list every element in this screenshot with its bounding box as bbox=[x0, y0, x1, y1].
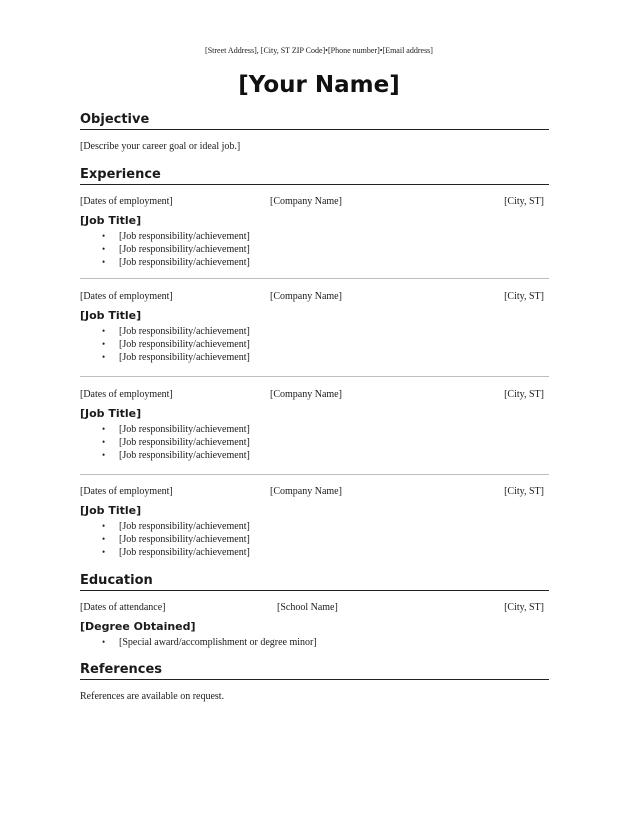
education-entry bbox=[80, 602, 549, 649]
job-entry bbox=[80, 389, 549, 462]
job-entry bbox=[80, 291, 549, 364]
experience-heading: Experience bbox=[80, 167, 549, 185]
list-item: • [Job responsibility/achievement] bbox=[119, 256, 549, 269]
list-item: • [Job responsibility/achievement] bbox=[119, 449, 549, 462]
education-location: [City, ST] bbox=[504, 602, 544, 613]
list-item: • [Job responsibility/achievement] bbox=[119, 230, 549, 243]
candidate-name: [Your Name] bbox=[238, 72, 400, 98]
references-text: References are available on request. bbox=[80, 691, 225, 702]
job-separator bbox=[80, 376, 549, 377]
job-location: [City, ST] bbox=[504, 486, 544, 497]
job-company: [Company Name] bbox=[270, 196, 342, 207]
list-item: • [Special award/accomplishment or degree minor] bbox=[119, 636, 549, 649]
list-item: • [Job responsibility/achievement] bbox=[119, 520, 549, 533]
school-name: [School Name] bbox=[277, 602, 338, 613]
references-heading: References bbox=[80, 662, 549, 680]
list-item: • [Job responsibility/achievement] bbox=[119, 436, 549, 449]
job-location: [City, ST] bbox=[504, 291, 544, 302]
list-item: • [Job responsibility/achievement] bbox=[119, 423, 549, 436]
job-dates: [Dates of employment] bbox=[80, 291, 173, 302]
job-company: [Company Name] bbox=[270, 486, 342, 497]
contact-info: [Street Address], [City, ST ZIP Code]•[Phone number]•[Email address] bbox=[205, 46, 433, 55]
job-responsibility-list bbox=[80, 325, 549, 364]
job-company: [Company Name] bbox=[270, 389, 342, 400]
objective-heading: Objective bbox=[80, 112, 549, 130]
job-location: [City, ST] bbox=[504, 389, 544, 400]
list-item: • [Job responsibility/achievement] bbox=[119, 243, 549, 256]
job-meta-row bbox=[80, 291, 549, 305]
degree-title: [Degree Obtained] bbox=[80, 620, 196, 633]
job-title: [Job Title] bbox=[80, 309, 142, 322]
job-separator bbox=[80, 474, 549, 475]
education-dates: [Dates of attendance] bbox=[80, 602, 166, 613]
list-item: • [Job responsibility/achievement] bbox=[119, 338, 549, 351]
job-entry bbox=[80, 196, 549, 269]
job-meta-row bbox=[80, 196, 549, 210]
job-separator bbox=[80, 278, 549, 279]
job-dates: [Dates of employment] bbox=[80, 196, 173, 207]
job-entry bbox=[80, 486, 549, 559]
job-dates: [Dates of employment] bbox=[80, 486, 173, 497]
job-meta-row bbox=[80, 486, 549, 500]
education-list bbox=[80, 636, 549, 649]
list-item: • [Job responsibility/achievement] bbox=[119, 546, 549, 559]
job-company: [Company Name] bbox=[270, 291, 342, 302]
job-responsibility-list bbox=[80, 230, 549, 269]
job-location: [City, ST] bbox=[504, 196, 544, 207]
list-item: • [Job responsibility/achievement] bbox=[119, 325, 549, 338]
job-title: [Job Title] bbox=[80, 504, 142, 517]
objective-text: [Describe your career goal or ideal job.] bbox=[80, 141, 241, 152]
job-meta-row bbox=[80, 389, 549, 403]
education-meta-row bbox=[80, 602, 549, 616]
job-responsibility-list bbox=[80, 520, 549, 559]
job-dates: [Dates of employment] bbox=[80, 389, 173, 400]
education-heading: Education bbox=[80, 573, 549, 591]
list-item: • [Job responsibility/achievement] bbox=[119, 351, 549, 364]
job-title: [Job Title] bbox=[80, 407, 142, 420]
job-responsibility-list bbox=[80, 423, 549, 462]
list-item: • [Job responsibility/achievement] bbox=[119, 533, 549, 546]
job-title: [Job Title] bbox=[80, 214, 142, 227]
